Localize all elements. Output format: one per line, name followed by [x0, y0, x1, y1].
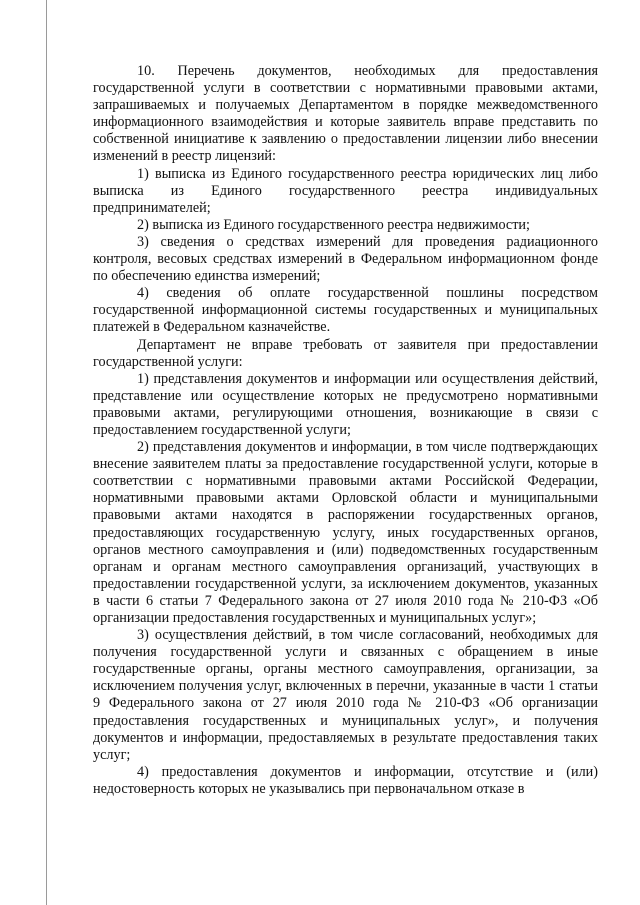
paragraph-restriction-4: 4) предоставления документов и информации, отсутствие и (или) недостоверность которых не указывались при первоначальном отказе в — [93, 763, 598, 797]
paragraph-restriction-1: 1) представления документов и информации или осуществления действий, представление или осуществление которых не предусмотрено нормативными правовыми актами, регулирующими отношения, возникающие в связи с предоставлением государственной услуги; — [93, 370, 598, 438]
paragraph-restriction-3: 3) осуществления действий, в том числе согласований, необходимых для получения государственной услуги и связанных с обращением в иные государственные органы, органы местного самоуправления, организации, за исключением получения услуг, включенных в перечни, указанные в части 1 статьи 9 Федерального закона от 27 июля 2010 года № 210-ФЗ «Об организации предоставления государственных и муниципальных услуг», и получения документов и информации, предоставляемых в результате предоставления таких услуг; — [93, 627, 598, 763]
paragraph-item-10-heading: 10. Перечень документов, необходимых для предоставления государственной услуги в соответствии с нормативными правовыми актами, запрашиваемых и получаемых Департаментом в порядке межведомственного информационного взаимодействия и которые заявитель вправе представить по собственной инициативе к заявлению о предоставлении лицензии либо внесении изменений в реестр лицензий: — [93, 63, 598, 165]
left-margin-line — [46, 0, 47, 905]
paragraph-item-4-fee-payment-info: 4) сведения об оплате государственной пошлины посредством государственной информационной системы государственных и муниципальных платежей в Федеральном казначействе. — [93, 285, 598, 336]
paragraph-department-restrictions: Департамент не вправе требовать от заявителя при предоставлении государственной услуги: — [93, 336, 598, 370]
paragraph-item-2-real-estate-extract: 2) выписка из Единого государственного реестра недвижимости; — [137, 216, 530, 233]
document-body — [93, 63, 598, 798]
paragraph-item-1-legal-entities-extract: 1) выписка из Единого государственного реестра юридических лиц либо выписка из Единого государственного реестра индивидуальных предпринимателей; — [93, 165, 598, 216]
paragraph-restriction-2: 2) представления документов и информации, в том числе подтверждающих внесение заявителем платы за предоставление государственной услуги, которые в соответствии с нормативными правовыми актами Российской Федерации, нормативными правовыми актами Орловской области и муниципальными правовыми актами находятся в распоряжении государственных органов, предоставляющих государственную услугу, иных государственных органов, органов местного самоуправления и (или) подведомственных государственным органам и органам местного самоуправления организаций, участвующих в предоставлении государственной услуги, за исключением документов, указанных в части 6 статьи 7 Федерального закона от 27 июля 2010 года № 210-ФЗ «Об организации предоставления государственных и муниципальных услуг»; — [93, 439, 598, 626]
paragraph-item-3-measurement-info: 3) сведения о средствах измерений для проведения радиационного контроля, весовых средствах измерений в Федеральном информационном фонде по обеспечению единства измерений; — [93, 233, 598, 285]
